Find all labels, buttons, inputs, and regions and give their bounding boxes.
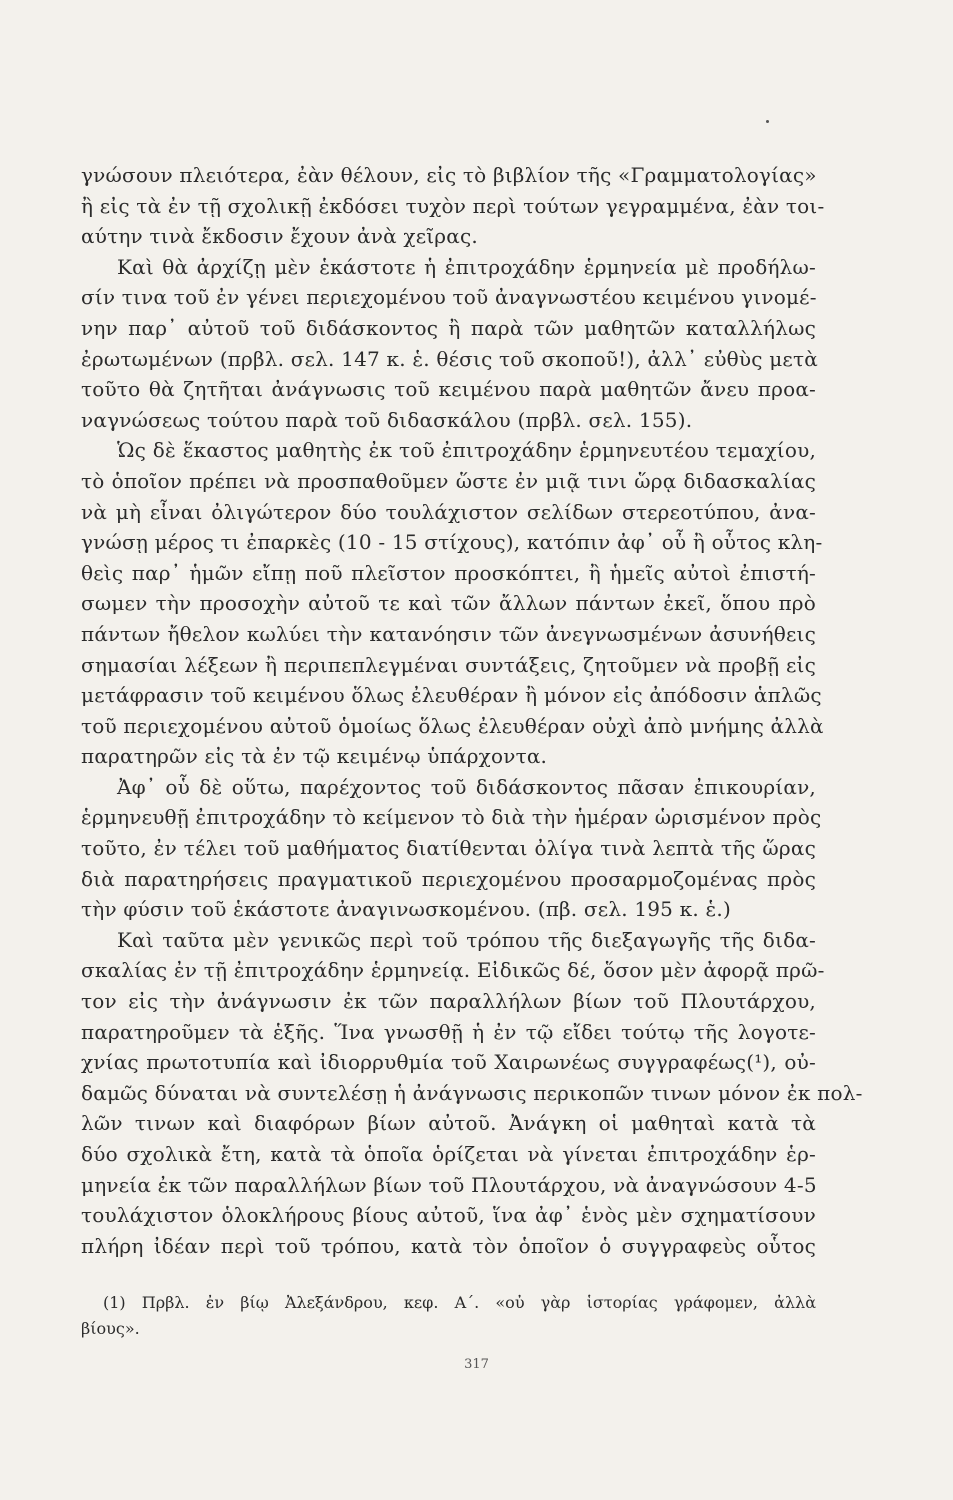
footnote-line: βίους». — [81, 1319, 140, 1338]
text-line: νὰ μὴ εἶναι ὀλιγώτερον δύο τουλάχιστον σελίδων στερεοτύπου, ἀνα- — [81, 499, 816, 524]
page-number: 317 — [464, 1357, 489, 1372]
text-line: μηνεία ἐκ τῶν παραλλήλων βίων τοῦ Πλουτάρχου, νὰ ἀναγνώσουν 4-5 — [81, 1172, 817, 1197]
text-line: αύτην τινὰ ἔκδοσιν ἔχουν ἀνὰ χεῖρας. — [81, 224, 478, 249]
text-line: ναγνώσεως τούτου παρὰ τοῦ διδασκάλου (πρβλ. σελ. 155). — [81, 407, 693, 432]
text-line: τὸ ὁποῖον πρέπει νὰ προσπαθοῦμεν ὥστε ἐν μιᾷ τινι ὥρᾳ διδασκαλίας — [81, 468, 816, 493]
text-line: δαμῶς δύναται νὰ συντελέσῃ ἡ ἀνάγνωσις περικοπῶν τινων μόνον ἐκ πολ- — [81, 1080, 863, 1105]
text-line: γνώσῃ μέρος τι ἐπαρκὲς (10 - 15 στίχους), κατόπιν ἀφ᾽ οὗ ἢ οὗτος κλη- — [81, 530, 823, 555]
text-line: δύο σχολικὰ ἔτη, κατὰ τὰ ὁποῖα ὁρίζεται νὰ γίνεται ἐπιτροχάδην ἑρ- — [81, 1142, 816, 1166]
text-line: παρατηρῶν εἰς τὰ ἐν τῷ κειμένῳ ὑπάρχοντα. — [81, 744, 548, 769]
text-line: σημασίαι λέξεων ἢ περιπεπλεγμέναι συντάξεις, ζητοῦμεν νὰ προβῇ εἰς — [81, 652, 816, 677]
text-line: Καὶ ταῦτα μὲν γενικῶς περὶ τοῦ τρόπου τῆς διεξαγωγῆς τῆς διδα- — [117, 927, 816, 952]
text-line: νην παρ᾽ αὐτοῦ τοῦ διδάσκοντος ἢ παρὰ τῶν μαθητῶν καταλλήλως — [81, 315, 816, 340]
text-line: τον εἰς τὴν ἀνάγνωσιν ἐκ τῶν παραλλήλων βίων τοῦ Πλουτάρχου, — [81, 989, 816, 1014]
text-line: μετάφρασιν τοῦ κειμένου ὅλως ἐλευθέραν ἢ μόνον εἰς ἀπόδοσιν ἁπλῶς — [81, 683, 822, 708]
text-line: λῶν τινων καὶ διαφόρων βίων αὐτοῦ. Ἀνάγκη οἱ μαθηταὶ κατὰ τὰ — [81, 1111, 816, 1136]
text-line: σκαλίας ἐν τῇ ἐπιτροχάδην ἑρμηνείᾳ. Εἰδικῶς δέ, ὅσον μὲν ἀφορᾷ πρῶ- — [81, 958, 825, 983]
footnote — [81, 1290, 816, 1342]
text-line: παρατηροῦμεν τὰ ἑξῆς. Ἵνα γνωσθῇ ἡ ἐν τῷ εἴδει τούτῳ τῆς λογοτε- — [81, 1019, 816, 1044]
body-text — [81, 160, 863, 1261]
text-line: σίν τινα τοῦ ἐν γένει περιεχομένου τοῦ ἀναγνωστέου κειμένου γινομέ- — [81, 285, 817, 310]
text-line: διὰ παρατηρήσεις πραγματικοῦ περιεχομένου προσαρμοζομένας πρὸς — [81, 866, 816, 891]
text-line: θεὶς παρ᾽ ἡμῶν εἴπῃ ποῦ πλεῖστον προσκόπτει, ἢ ἡμεῖς αὐτοὶ ἐπιστή- — [81, 560, 816, 585]
text-line: τὴν φύσιν τοῦ ἑκάστοτε ἀναγινωσκομένου. (πβ. σελ. 195 κ. ἑ.) — [81, 897, 731, 922]
text-line: σωμεν τὴν προσοχὴν αὐτοῦ τε καὶ τῶν ἄλλων πάντων ἐκεῖ, ὅπου πρὸ — [81, 591, 816, 616]
text-line: τοῦτο, ἐν τέλει τοῦ μαθήματος διατίθενται ὀλίγα τινὰ λεπτὰ τῆς ὥρας — [81, 836, 816, 861]
text-line: τουλάχιστον ὁλοκλήρους βίους αὐτοῦ, ἵνα ἀφ᾽ ἑνὸς μὲν σχηματίσουν — [81, 1203, 816, 1228]
text-line: πάντων ἤθελον κωλύει τὴν κατανόησιν τῶν ἀνεγνωσμένων ἀσυνήθεις — [81, 621, 816, 646]
text-line: τοῦ περιεχομένου αὐτοῦ ὁμοίως ὅλως ἐλευθέραν οὐχὶ ἀπὸ μνήμης ἀλλὰ — [81, 713, 824, 738]
text-line: χνίας πρωτοτυπία καὶ ἰδιορρυθμία τοῦ Χαιρωνέως συγγραφέως(¹), οὐ- — [81, 1050, 816, 1075]
text-line: ἑρμηνευθῇ ἐπιτροχάδην τὸ κείμενον τὸ διὰ τὴν ἡμέραν ὡρισμένον πρὸς — [81, 805, 822, 830]
text-line: Καὶ θὰ ἀρχίζῃ μὲν ἑκάστοτε ἡ ἐπιτροχάδην ἑρμηνεία μὲ προδήλω- — [117, 254, 816, 279]
footnote-line: (1) Πρβλ. ἐν βίῳ Ἀλεξάνδρου, κεφ. Α΄. «οὐ γὰρ ἱστορίας γράφομεν, ἀλλὰ — [103, 1293, 816, 1312]
text-line: γνώσουν πλειότερα, ἐὰν θέλουν, εἰς τὸ βιβλίον τῆς «Γραμματολογίας» — [81, 163, 817, 187]
text-line: ἐρωτωμένων (πρβλ. σελ. 147 κ. ἑ. θέσις τοῦ σκοποῦ!), ἀλλ᾽ εὐθὺς μετὰ — [81, 346, 818, 371]
text-line: Ἀφ᾽ οὗ δὲ οὕτω, παρέχοντος τοῦ διδάσκοντος πᾶσαν ἐπικουρίαν, — [117, 774, 816, 799]
text-line: ἢ εἰς τὰ ἐν τῇ σχολικῇ ἐκδόσει τυχὸν περὶ τούτων γεγραμμένα, ἐὰν τοι- — [81, 193, 825, 218]
text-line: πλήρη ἰδέαν περὶ τοῦ τρόπου, κατὰ τὸν ὁποῖον ὁ συγγραφεὺς οὗτος — [81, 1233, 816, 1258]
text-line: τοῦτο θὰ ζητῆται ἀνάγνωσις τοῦ κειμένου παρὰ μαθητῶν ἄνευ προα- — [81, 377, 816, 402]
text-line: Ὡς δὲ ἕκαστος μαθητὴς ἐκ τοῦ ἐπιτροχάδην ἑρμηνευτέου τεμαχίου, — [117, 438, 816, 463]
speck-mark — [766, 120, 769, 123]
